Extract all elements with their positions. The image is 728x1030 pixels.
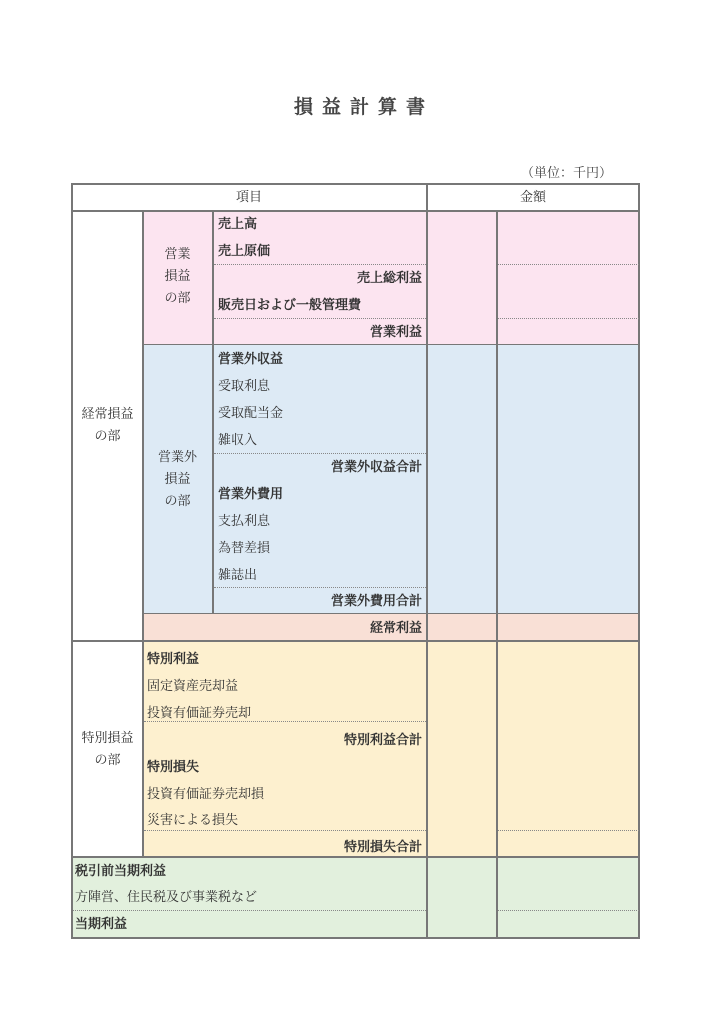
dotted-line — [214, 453, 426, 454]
row-op-profit: 営業利益 — [369, 325, 422, 340]
row-misc-income: 雑収入 — [218, 433, 258, 448]
row-nonop-expense-total: 営業外費用合計 — [330, 594, 422, 609]
unit-label: （単位：千円） — [520, 166, 612, 181]
section-special: 特別損益 の部 — [81, 731, 134, 768]
section-operating: 営業 損益 の部 — [164, 247, 191, 306]
row-misc-loss: 雑誌出 — [218, 568, 258, 583]
row-interest-recv: 受取利息 — [218, 379, 271, 394]
dotted-line — [144, 830, 426, 831]
dotted-line — [73, 910, 426, 911]
row-tax: 方陣営、住民税及び事業税など — [75, 890, 258, 905]
header-amount: 金額 — [519, 190, 546, 205]
dotted-line — [214, 318, 426, 319]
row-nonop-expense: 営業外費用 — [218, 487, 284, 502]
divider-nonoperating — [143, 613, 640, 614]
row-special-loss: 特別損失 — [147, 760, 200, 775]
row-net: 当期利益 — [75, 917, 128, 932]
dotted-line — [498, 318, 639, 319]
divider-special — [71, 856, 640, 858]
row-securities-gain: 投資有価証券売却 — [147, 706, 252, 721]
section-ordinary: 経常損益 の部 — [81, 407, 134, 444]
row-fixed-asset-gain: 固定資産売却益 — [147, 679, 239, 694]
row-fx-loss: 為替差損 — [218, 541, 271, 556]
section-nonoperating: 営業外 損益 の部 — [157, 450, 197, 509]
header-divider — [71, 210, 640, 212]
divider-operating — [143, 344, 640, 345]
dotted-line — [144, 721, 426, 722]
row-nonop-income-total: 営業外収益合計 — [330, 460, 422, 475]
row-special-gain: 特別利益 — [147, 652, 200, 667]
dotted-line — [498, 910, 639, 911]
page-title: 損益計算書 — [293, 96, 434, 118]
header-item: 項目 — [235, 190, 262, 205]
row-sales: 売上高 — [218, 217, 258, 232]
dotted-line — [498, 264, 639, 265]
col-divider-special — [142, 641, 144, 857]
row-special-loss-total: 特別損失合計 — [343, 840, 422, 855]
row-ordinary-profit: 経常利益 — [369, 621, 422, 636]
row-cost: 売上原価 — [218, 244, 271, 259]
row-special-gain-total: 特別利益合計 — [343, 733, 422, 748]
row-dividend: 受取配当金 — [218, 406, 284, 421]
row-nonop-income: 営業外収益 — [218, 352, 284, 367]
row-gross: 売上総利益 — [356, 271, 422, 286]
row-sga: 販売日および一般管理費 — [218, 298, 362, 313]
col-divider-amount — [426, 183, 428, 939]
row-disaster-loss: 災害による損失 — [147, 813, 239, 828]
divider-ordinary — [71, 640, 640, 642]
dotted-line — [214, 587, 426, 588]
row-interest-paid: 支払利息 — [218, 514, 271, 529]
row-securities-loss: 投資有価証券売却損 — [147, 787, 265, 802]
dotted-line — [498, 830, 639, 831]
dotted-line — [214, 264, 426, 265]
row-pretax: 税引前当期利益 — [75, 864, 167, 879]
